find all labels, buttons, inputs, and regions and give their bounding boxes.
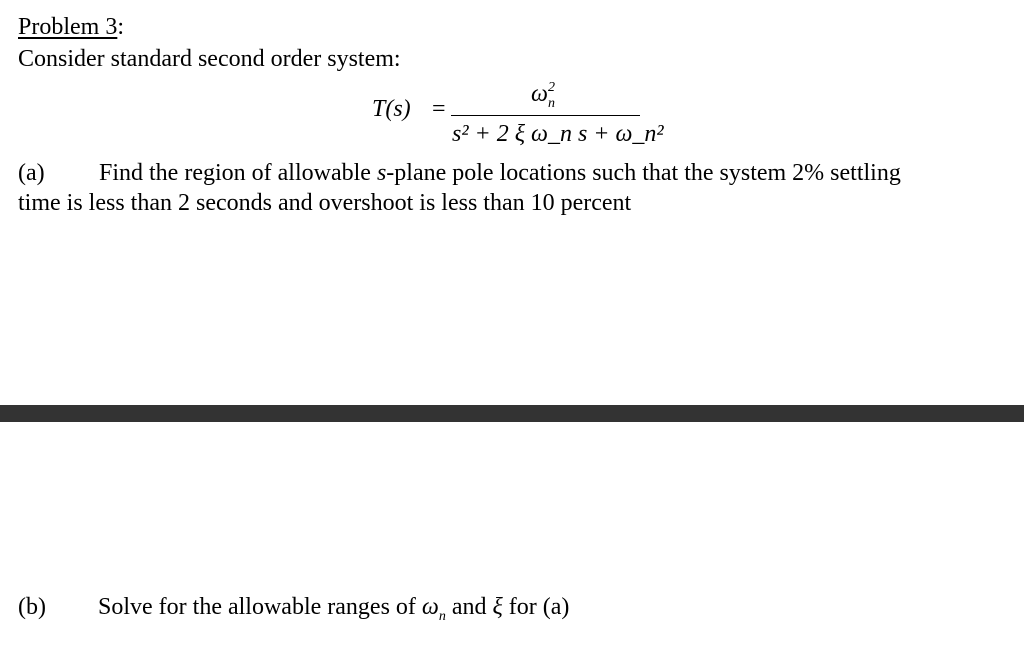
equation-numerator (531, 80, 555, 112)
equation-equals: = (432, 96, 446, 122)
part-b-omega-sub: n (438, 609, 446, 624)
part-b-omega: ω (421, 594, 439, 620)
problem-title-text: Problem 3 (18, 14, 118, 40)
fraction-bar (451, 115, 640, 116)
equation-denominator: s² + 2 ξ ω_n s + ω_n² (452, 121, 664, 147)
numerator-sup: 2 (547, 80, 555, 95)
problem-title-colon: : (117, 14, 124, 40)
section-divider (0, 405, 1024, 422)
numerator-omega: ω (531, 81, 548, 107)
part-a-continuation: time is less than 2 seconds and overshoot is less than 10 percent (18, 190, 632, 216)
part-a-text-after: -plane pole locations such that the system 2% settling (386, 160, 901, 186)
part-b-text (98, 592, 569, 632)
part-a-s: s (376, 160, 387, 186)
part-b-text-before: Solve for the allowable ranges of (98, 594, 422, 620)
part-b-xi: ξ (492, 594, 503, 620)
part-b-text-mid: and (445, 594, 493, 620)
part-a-text-before: Find the region of allowable (99, 160, 377, 186)
part-a-text (99, 158, 901, 188)
numerator-sub: n (547, 96, 555, 111)
part-b-label: (b) (18, 594, 46, 620)
equation-lhs: T(s) (372, 96, 411, 122)
problem-intro: Consider standard second order system: (18, 46, 401, 72)
part-a-label: (a) (18, 160, 45, 186)
part-b-text-after: for (a) (502, 594, 570, 620)
problem-title (18, 12, 124, 42)
